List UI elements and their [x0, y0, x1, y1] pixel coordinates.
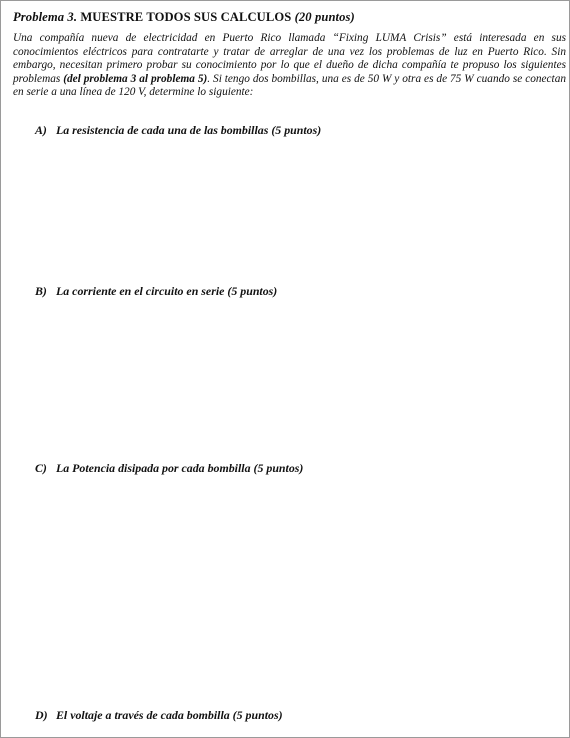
question-d-letter: D) [35, 708, 48, 722]
question-b [35, 284, 555, 299]
problem-title-main: MUESTRE TODOS SUS CALCULOS [80, 10, 292, 24]
problem-statement [13, 32, 566, 100]
question-c [35, 461, 555, 476]
problem-statement-emphasis: (del problema 3 al problema 5) [63, 72, 208, 85]
question-a [35, 123, 555, 138]
question-c-text: La Potencia disipada por cada bombilla (5 puntos) [55, 461, 304, 475]
question-c-letter: C) [35, 461, 47, 475]
question-b-text: La corriente en el circuito en serie (5 puntos) [55, 284, 278, 298]
problem-points: (20 puntos) [294, 10, 355, 24]
problem-statement-part1: Una compañía nueva de electricidad en Puerto Rico llamada “Fixing LUMA Crisis” está interesada en sus conocimientos eléctricos para contratarte y tratar de arreglar de una vez los problemas de luz en Puerto Rico. Sin embargo, necesitan primero probar su conocimiento por lo que el dueño de dicha compañía te propuso los siguientes problemas [13, 32, 566, 85]
question-d [35, 708, 555, 723]
question-a-letter: A) [35, 123, 47, 137]
question-d-text: El voltaje a través de cada bombilla (5 puntos) [55, 708, 283, 722]
problem-statement-part2: . Si tengo dos bombillas, una es de 50 W y otra es de 75 W cuando se conectan en serie a una línea de 120 V, determine lo siguiente: [13, 72, 566, 99]
problem-label: Problema 3. [13, 10, 78, 24]
question-a-text: La resistencia de cada una de las bombillas (5 puntos) [55, 123, 322, 137]
question-b-letter: B) [35, 284, 47, 298]
problem-title [13, 10, 559, 25]
